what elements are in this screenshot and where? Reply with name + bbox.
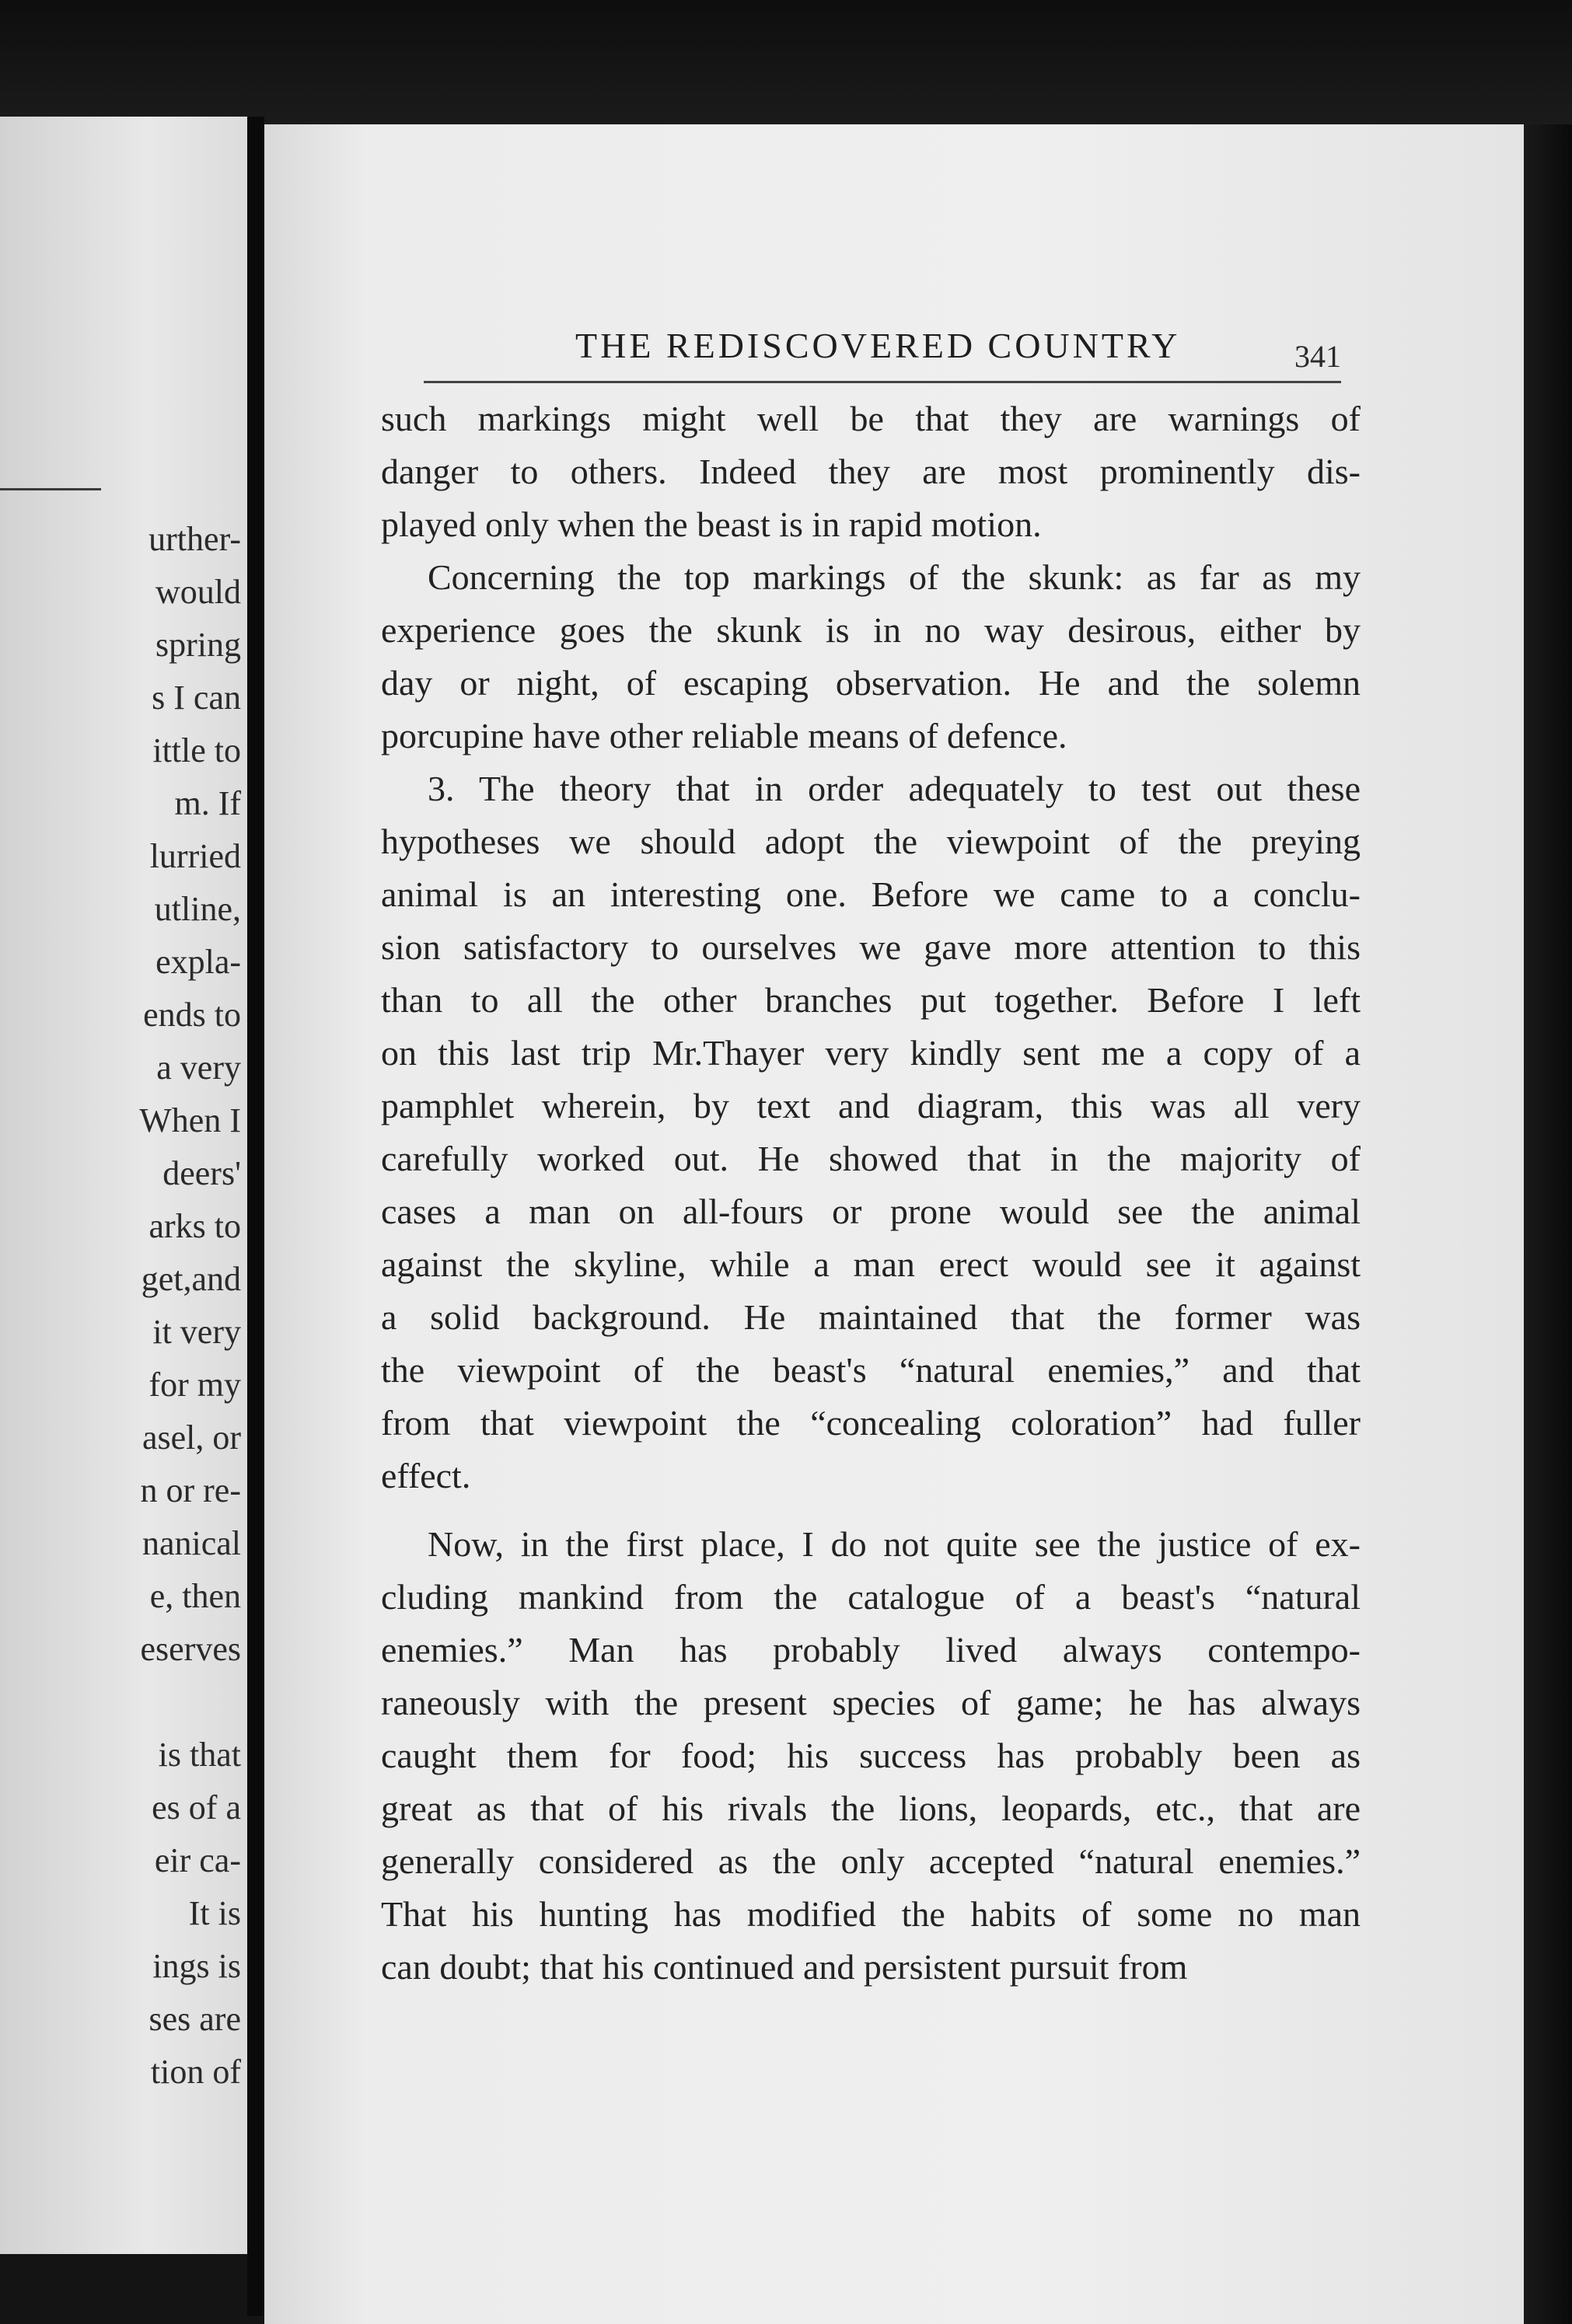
facing-page-line: n or re- [140, 1471, 241, 1509]
facing-page-line: tion of [150, 2053, 241, 2091]
facing-page-text [8, 513, 241, 2099]
facing-page-line: deers' [162, 1154, 241, 1192]
text-line: enemies.” Man has probably lived always contempo- [381, 1630, 1361, 1670]
running-head: THE REDISCOVERED COUNTRY [575, 326, 1181, 365]
facing-page-line: it very [152, 1313, 241, 1351]
text-line: a solid background. He maintained that the former was [381, 1297, 1361, 1337]
text-line: on this last trip Mr.Thayer very kindly sent me a copy of a [381, 1033, 1361, 1073]
text-line: porcupine have other reliable means of defence. [381, 716, 1067, 755]
paragraph [381, 762, 1361, 1502]
facing-page-line: nanical [141, 1524, 241, 1562]
text-line: than to all the other branches put together. Before I left [381, 980, 1361, 1020]
text-line: against the skyline, while a man erect would see it against [381, 1244, 1361, 1284]
text-line: danger to others. Indeed they are most prominently dis- [381, 452, 1361, 491]
facing-page-line: When I [139, 1101, 241, 1139]
facing-page-line: asel, or [141, 1418, 241, 1457]
page-number: 341 [1294, 339, 1341, 374]
text-line: cluding mankind from the catalogue of a beast's “natural [381, 1577, 1361, 1617]
facing-page-rule [0, 488, 101, 490]
facing-page-line: ittle to [152, 731, 241, 769]
text-line: sion satisfactory to ourselves we gave more attention to this [381, 927, 1361, 967]
text-line: great as that of his rivals the lions, leopards, etc., that are [381, 1788, 1361, 1828]
paragraph [381, 551, 1361, 762]
text-line: caught them for food; his success has probably been as [381, 1736, 1361, 1775]
text-line: 3. The theory that in order adequately to test out these [428, 769, 1361, 808]
text-line: played only when the beast is in rapid motion. [381, 504, 1042, 544]
text-line: hypotheses we should adopt the viewpoint of the preying [381, 822, 1361, 861]
text-line: such markings might well be that they are warnings of [381, 399, 1361, 438]
body-text [381, 393, 1361, 1994]
paragraph-spacer [381, 1502, 1361, 1518]
text-line: Now, in the first place, I do not quite see the justice of ex- [428, 1524, 1361, 1564]
facing-page-line: ses are [148, 2000, 241, 2038]
facing-page-line: is that [158, 1736, 241, 1774]
facing-page-line: es of a [152, 1788, 241, 1827]
facing-page-line: utline, [154, 890, 241, 928]
facing-page-line: ends to [143, 996, 241, 1034]
text-line: cases a man on all-fours or prone would see the animal [381, 1192, 1361, 1231]
facing-page-line: would [155, 573, 241, 611]
text-line: experience goes the skunk is in no way desirous, either by [381, 610, 1361, 650]
facing-page-left [0, 117, 247, 2254]
facing-page-line: urther- [148, 520, 241, 558]
facing-page-line: eserves [140, 1630, 241, 1668]
text-line: That his hunting has modified the habits of some no man [381, 1894, 1361, 1934]
facing-page-line: s I can [152, 679, 241, 717]
facing-page-line: eir ca- [154, 1841, 241, 1879]
text-line: the viewpoint of the beast's “natural enemies,” and that [381, 1350, 1361, 1390]
facing-page-line: expla- [155, 943, 241, 981]
text-line: Concerning the top markings of the skunk: as far as my [428, 557, 1361, 597]
text-line: effect. [381, 1456, 471, 1495]
text-line: raneously with the present species of game; he has always [381, 1683, 1361, 1722]
header-rule [424, 381, 1341, 383]
text-line: animal is an interesting one. Before we came to a conclu- [381, 874, 1361, 914]
facing-page-line: spring [155, 626, 241, 664]
text-line: day or night, of escaping observation. He and the solemn [381, 663, 1361, 703]
facing-page-line: ings is [152, 1947, 241, 1985]
text-line: generally considered as the only accepted “natural enemies.” [381, 1841, 1361, 1881]
text-line: carefully worked out. He showed that in the majority of [381, 1139, 1361, 1178]
page-right [264, 124, 1524, 2324]
book-gutter [247, 117, 264, 2316]
text-line: can doubt; that his continued and persistent pursuit from [381, 1947, 1188, 1987]
paragraph [381, 393, 1361, 551]
facing-page-line: It is [188, 1894, 241, 1932]
text-line: pamphlet wherein, by text and diagram, this was all very [381, 1086, 1361, 1125]
scan-background-top [0, 0, 1572, 136]
text-line: from that viewpoint the “concealing coloration” had fuller [381, 1403, 1361, 1443]
facing-page-line: e, then [149, 1577, 241, 1615]
facing-page-line: a very [156, 1049, 241, 1087]
facing-page-line: m. If [174, 784, 241, 822]
facing-page-line: lurried [149, 837, 241, 875]
facing-page-line: arks to [148, 1207, 241, 1245]
paragraph [381, 1518, 1361, 1994]
facing-page-line: get,and [141, 1260, 241, 1298]
scan-edge-right [1524, 124, 1572, 2324]
facing-page-line: for my [148, 1366, 241, 1404]
